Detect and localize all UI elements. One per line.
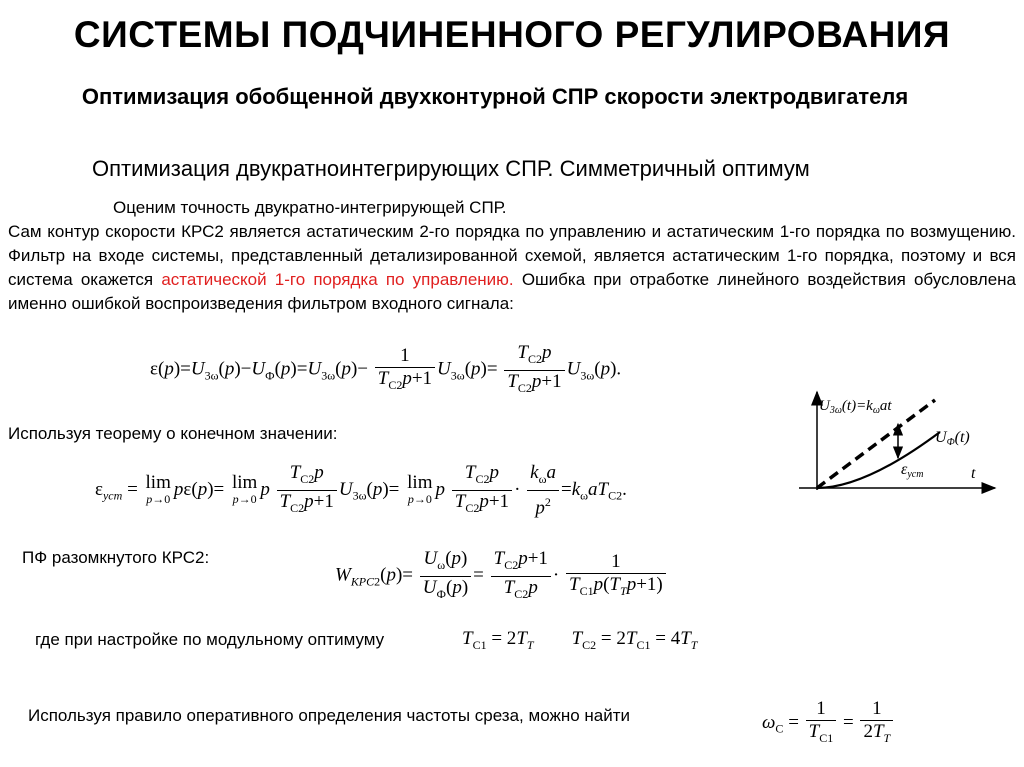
final-value-label: Используя теорему о конечном значении:: [8, 424, 338, 443]
tuning-equation: $T_{C1} = 2T_T$ $T_{C2} = 2T_{C1} = 4T_T$: [462, 628, 698, 652]
output-label: UФ(t): [935, 429, 970, 448]
intro-line: Оценим точность двукратно-интегрирующей СПР.: [113, 198, 507, 217]
body-paragraph: [8, 196, 1016, 316]
subtitle: Оптимизация обобщенной двухконтурной СПР скорости электродвигателя: [81, 84, 909, 109]
response-graph: [795, 378, 1000, 498]
pf-label: ПФ разомкнутого КРС2:: [22, 548, 210, 567]
cutoff-label: Используя правило оперативного определения частоты среза, можно найти: [28, 706, 631, 725]
steady-state-error-equation: $\varepsilon_{уст} = \lim$ p→0 pε(p)= lim p→0 p $\frac{T_{C2}p}{T_{C2}p+1}$ $U_{3\omega}(p)= \lim$ p→0 p $\frac{T_{C2}p}{T_{C2}p+1}$ · $\frac{k_\omega a}{p^2}$ $=k_\omega aT_{C2}$.: [95, 462, 627, 519]
highlighted-text: астатической 1-го порядка по управлению.: [161, 270, 514, 289]
tuning-label: где при настройке по модульному оптимуму: [35, 630, 385, 649]
paragraph-text-a: Сам контур скорости КРС2 является астатическим 2-го порядка по управлению и астатическим 1-го порядка по возмущению. Фильтр на входе системы, представленный детализированной схемой, является астатическим 1-го порядка, поэтому и вся система окажется: [8, 222, 1016, 289]
transfer-function-equation: $W_{КРС2}(p)=$ $\frac{U_\omega(p)}{U_Ф(p)}$ = $\frac{T_{C2}p+1}{T_{C2}p}$ · $\frac{1}{T_{C1}p(T_Tp+1)}$: [335, 548, 668, 605]
paragraph-text-b: Ошибка при отработке линейного воздействия обусловлена именно ошибкой воспроизведения фильтром входного сигнала:: [8, 270, 1016, 313]
error-label: εуст: [901, 461, 924, 480]
error-equation: $\varepsilon(p)=U_{3\omega}(p)-U_Ф(p)=U_{3\omega}(p)-$ $\frac{1}{T_{C2}p+1}$ $U_{3\omega}(p)=$ $\frac{T_{C2}p}{T_{C2}p+1}$ $U_{3\omega}(p)$.: [150, 342, 622, 395]
input-label: $U_{3\omega}(t)=k_\omega at$: [819, 398, 892, 416]
page-title: СИСТЕМЫ ПОДЧИНЕННОГО РЕГУЛИРОВАНИЯ: [73, 14, 951, 55]
cutoff-equation: $\omega_C$ = $\frac{1}{T_{C1}}$ = $\frac{1}{2T_T}$: [762, 698, 895, 749]
time-axis-label: t: [971, 465, 976, 482]
section-heading: Оптимизация двукратноинтегрирующих СПР. Симметричный оптимум: [92, 156, 810, 181]
